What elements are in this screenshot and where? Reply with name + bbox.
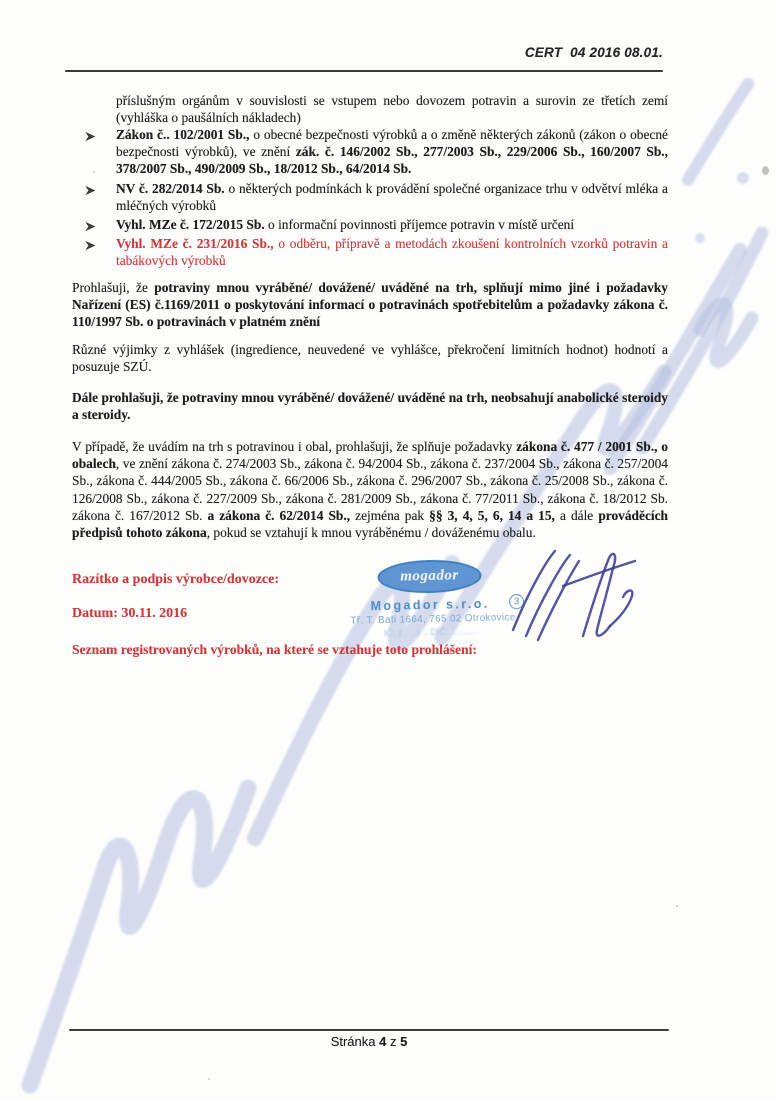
bullet-arrowhead-icon: [85, 183, 96, 200]
bullet-text: Zákon č.. 102/2001 Sb., o obecné bezpečnosti výrobků a o změně některých zákonů (zákon o obecné bezpečnosti výrobků), ve znění zák. č. 146/2002 Sb., 277/2003 Sb., 229/2006 Sb., 160/2007 Sb., 378/2007 Sb., 490/2009 Sb., 18/2012 Sb., 64/2014 Sb.: [116, 127, 668, 177]
stamp-company-name: Mogador s.r.o.: [370, 596, 490, 614]
stamp-logo-text: mogador: [400, 567, 459, 585]
page-number-prefix: Stránka: [330, 1034, 380, 1049]
bullet-text: NV č. 282/2014 Sb. o některých podmínkách k provádění společné organizace trhu v odvětví mléka a mléčných výrobků: [116, 180, 668, 213]
intro-paragraph: příslušným orgánům v souvislosti se vstupem nebo dovozem potravin a surovin ze třetích zemí (vyhláška o paušálních nákladech): [116, 93, 668, 126]
company-stamp: [349, 558, 520, 639]
footer-rule: [69, 1029, 669, 1031]
page-number-separator: z: [386, 1034, 401, 1049]
page-number-current: 4: [379, 1034, 387, 1049]
handwritten-signature: [505, 548, 640, 648]
legal-bullet-item: [72, 216, 668, 233]
page-number: [69, 1034, 669, 1049]
paragraph-exceptions: Různé výjimky z vyhlášek (ingredience, neuvedené ve vyhlášce, překročení limitních hodnot) hodnotí a posuzuje SZÚ.: [72, 342, 668, 375]
scan-speck: [762, 166, 769, 175]
scan-speck: [208, 1078, 210, 1080]
document-code: CERT 04 2016 08.01.: [524, 45, 663, 60]
products-heading: Seznam registrovaných výrobků, na které se vztahuje toto prohlášení:: [72, 642, 477, 657]
stamp-signature-label: Razítko a podpis výrobce/dovozce:: [72, 572, 280, 587]
paragraph-declaration-2: Dále prohlašuji, že potraviny mnou vyráběné/ dovážené/ uváděné na trh, neobsahují anabolické steroidy a steroidy.: [72, 390, 668, 423]
date-label: Datum: 30.11. 2016: [72, 606, 188, 621]
legal-bullet-list: [72, 126, 668, 272]
scan-speck: [676, 905, 678, 907]
legal-bullet-item: [72, 126, 668, 178]
bullet-text: Vyhl. MZe č. 172/2015 Sb. o informační povinnosti příjemce potravin v místě určení: [116, 217, 575, 233]
paragraph-packaging: V případě, že uvádím na trh s potravinou i obal, prohlašuji, že splňuje požadavky zákona č. 477 / 2001 Sb., o obalech, ve znění zákona č. 274/2003 Sb., zákona č. 94/2004 Sb., zákona č. 237/2004 Sb., zákona č. 257/2004 Sb., zákona č. 444/2005 Sb., zákona č. 66/2006 Sb., zákona č. 296/2007 Sb., zákona č. 25/2008 Sb., zákona č. 126/2008 Sb., zákona č. 227/2009 Sb., zákona č. 281/2009 Sb., zákona č. 77/2011 Sb., zákona č. 18/2012 Sb. zákona č. 167/2012 Sb. a zákona č. 62/2014 Sb., zejména pak §§ 3, 4, 5, 6, 14 a 15, a dále prováděcích předpisů tohoto zákona, pokud se vztahují k mnou vyráběnému / dováženému obalu.: [72, 439, 668, 541]
bullet-text: Vyhl. MZe č. 231/2016 Sb., o odběru, přípravě a metodách zkoušení kontrolních vzorků potravin a tabákových výrobků: [116, 236, 668, 269]
bullet-arrowhead-icon: [85, 238, 96, 255]
bullet-arrowhead-icon: [85, 129, 96, 146]
legal-bullet-item: [72, 235, 668, 269]
header-rule: [65, 70, 663, 72]
scan-speck: [93, 171, 95, 173]
stamp-registry-line: IČ: ƒ.. ..± .. DIČ: .‥‥‥‥: [383, 626, 478, 638]
page-number-total: 5: [400, 1034, 408, 1049]
stamp-circled-number: 3: [509, 594, 524, 609]
paragraph-declaration-1: Prohlašuji, že potraviny mnou vyráběné/ dovážené/ uváděné na trh, splňují mimo jiné i požadavky Nařízení (ES) č.1169/2011 o poskytování informací o potravinách spotřebitelům a požadavky zákona č. 110/1997 Sb. o potravinách v platném znění: [72, 280, 668, 330]
registered-products-section: [72, 641, 632, 659]
stamp-address: Tř. T. Bati 1664, 765 02 Otrokovice: [350, 612, 516, 627]
stamp-oval-logo: [377, 559, 482, 594]
legal-bullet-item: [72, 180, 668, 214]
bullet-arrowhead-icon: [85, 219, 96, 236]
